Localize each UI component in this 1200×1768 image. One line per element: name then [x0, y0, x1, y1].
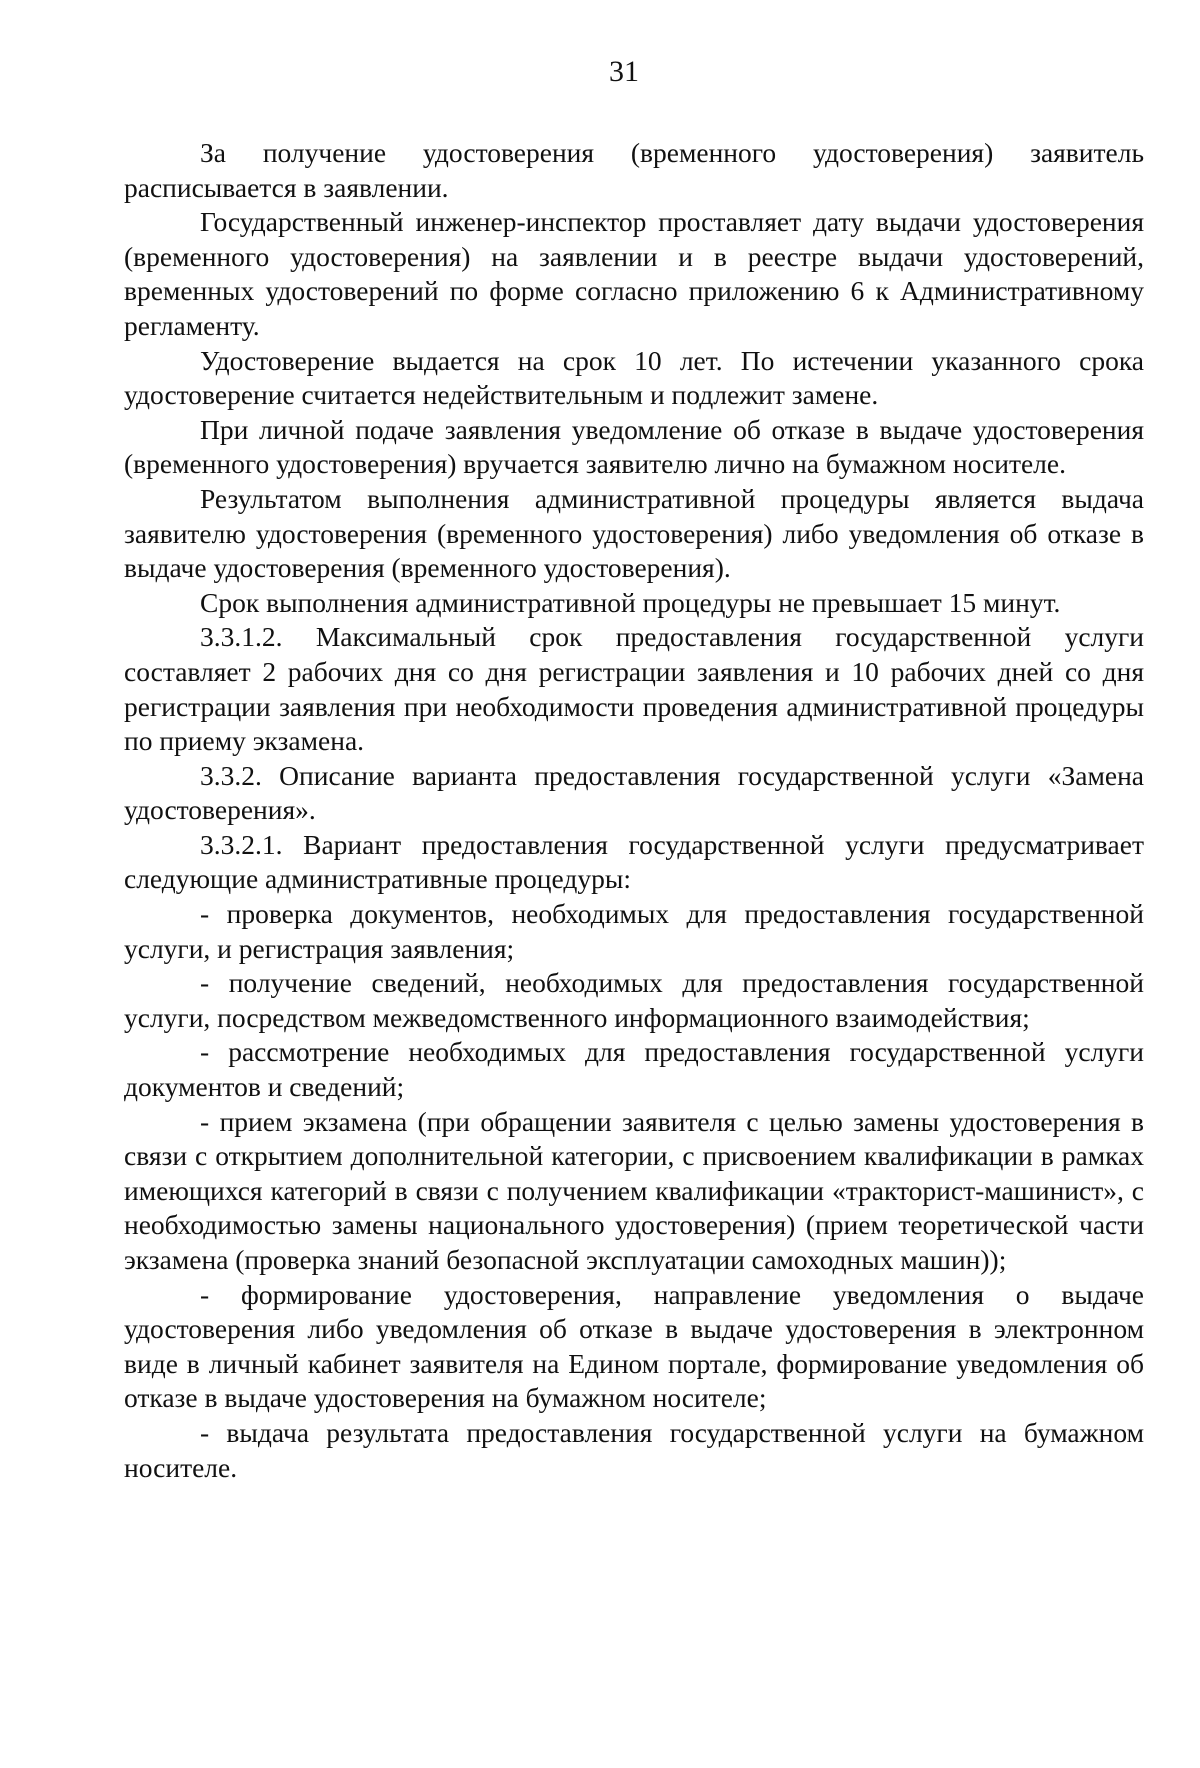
list-item-document-check: - проверка документов, необходимых для предоставления государственной услуги, и регистрация заявления; [124, 898, 1144, 964]
list-item-certificate-formation: - формирование удостоверения, направление уведомления о выдаче удостоверения либо уведомления об отказе в выдаче удостоверения в электронном виде в личный кабинет заявителя на Едином портале, формирование уведомления об отказе в выдаче удостоверения на бумажном носителе; [124, 1278, 1144, 1414]
page-number: 31 [609, 55, 639, 88]
paragraph-procedure-duration: Срок выполнения административной процедуры не превышает 15 минут. [200, 586, 1061, 618]
paragraph-procedure-result: Результатом выполнения административной процедуры является выдача заявителю удостоверения (временного удостоверения) либо уведомления об отказе в выдаче удостоверения (временного удостоверения). [124, 482, 1144, 584]
list-item-exam: - прием экзамена (при обращении заявителя с целью замены удостоверения в связи с открытием дополнительной категории, с присвоением квалификации в рамках имеющихся категорий в связи с получением квалификации «тракторист-машинист», с необходимостью замены национального удостоверения) (прием теоретической части экзамена (проверка знаний безопасной эксплуатации самоходных машин)); [124, 1105, 1144, 1275]
paragraph-section-3-3-2: 3.3.2. Описание варианта предоставления государственной услуги «Замена удостоверения». [124, 759, 1144, 826]
document-body [124, 136, 1144, 1485]
list-item-interagency-info: - получение сведений, необходимых для предоставления государственной услуги, посредством межведомственного информационного взаимодействия; [124, 967, 1144, 1033]
paragraph-section-3-3-1-2: 3.3.1.2. Максимальный срок предоставления государственной услуги составляет 2 рабочих дня со дня регистрации заявления и 10 рабочих дней со дня регистрации заявления при необходимости проведения административной процедуры по приему экзамена. [124, 621, 1144, 757]
paragraph-issue-date: Государственный инженер-инспектор проставляет дату выдачи удостоверения (временного удостоверения) на заявлении и в реестре выдачи удостоверений, временных удостоверений по форме согласно приложению 6 к Административному регламенту. [124, 206, 1144, 341]
paragraph-validity-period: Удостоверение выдается на срок 10 лет. По истечении указанного срока удостоверение считается недействительным и подлежит замене. [124, 344, 1144, 411]
paragraph-signature-receipt: За получение удостоверения (временного удостоверения) заявитель расписывается в заявлении. [124, 137, 1144, 203]
paragraph-refusal-notice: При личной подаче заявления уведомление об отказе в выдаче удостоверения (временного удостоверения) вручается заявителю лично на бумажном носителе. [124, 413, 1144, 480]
list-item-review-documents: - рассмотрение необходимых для предоставления государственной услуги документов и сведений; [124, 1036, 1144, 1103]
paragraph-section-3-3-2-1: 3.3.2.1. Вариант предоставления государственной услуги предусматривает следующие административные процедуры: [124, 828, 1144, 895]
list-item-result-issue: - выдача результата предоставления государственной услуги на бумажном носителе. [124, 1416, 1144, 1483]
